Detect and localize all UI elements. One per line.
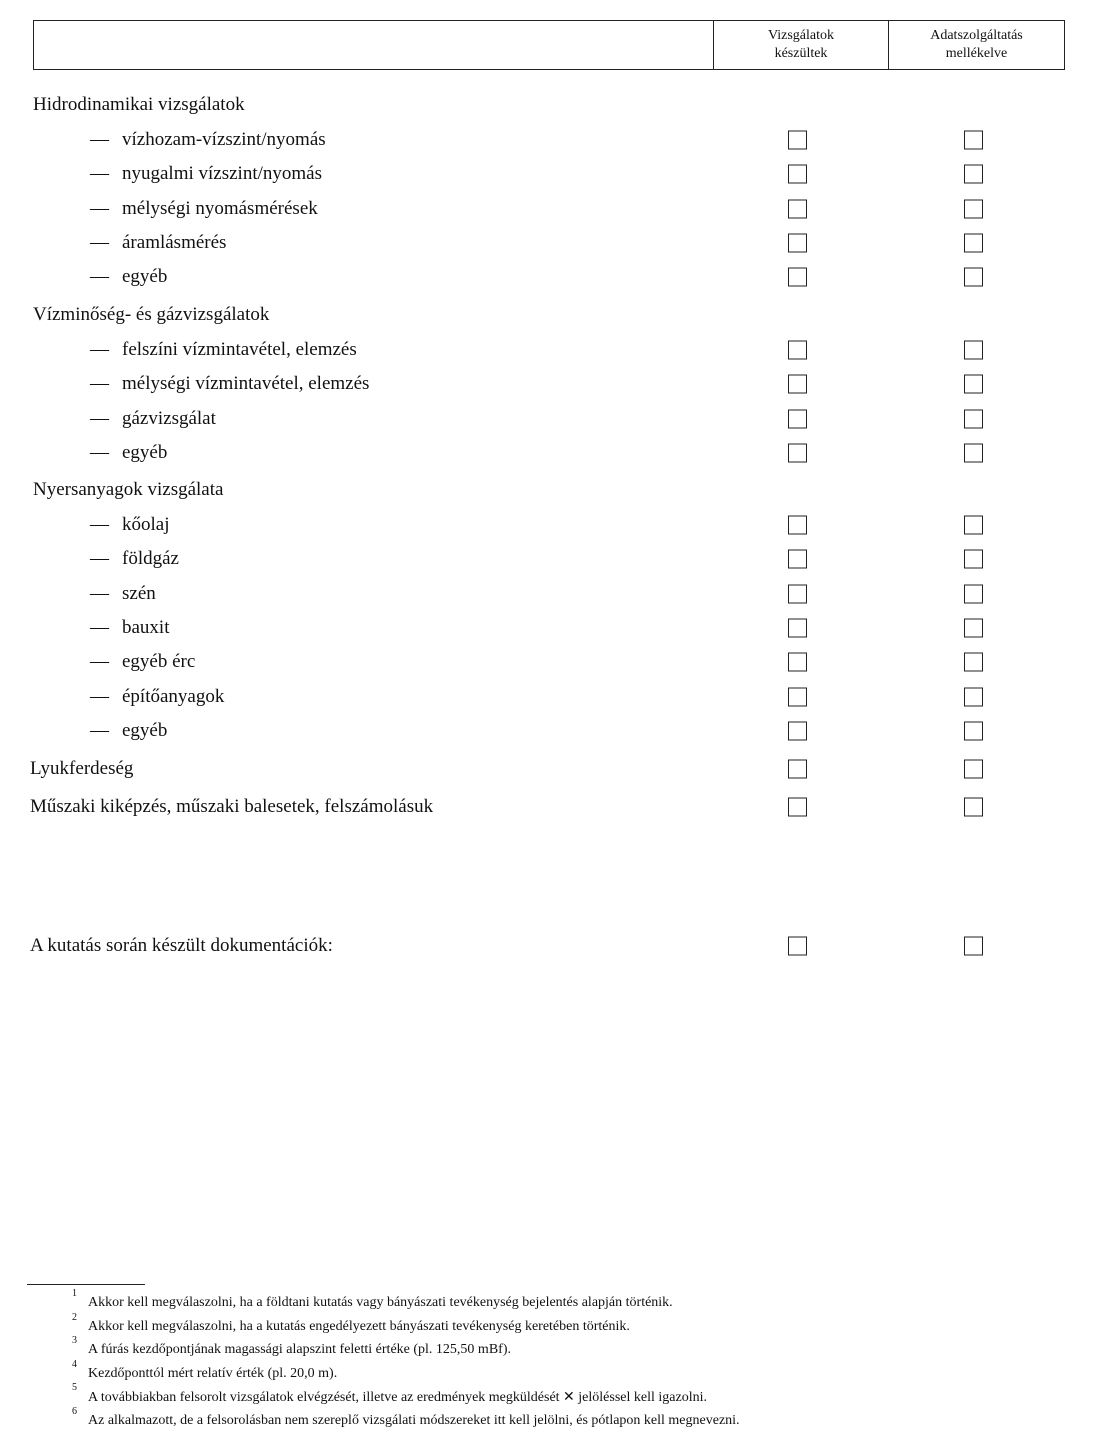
footnote-text: Kezdőponttól mért relatív érték (pl. 20,0 m). (88, 1365, 338, 1381)
item-label: vízhozam-vízszint/nyomás (122, 129, 326, 150)
section-header (0, 300, 1109, 330)
data-attached-checkbox[interactable] (964, 268, 983, 287)
tests-done-checkbox[interactable] (788, 409, 807, 428)
footnote-number: 5 (72, 1382, 77, 1393)
data-attached-checkbox[interactable] (964, 798, 983, 817)
form-item-row (0, 682, 1109, 712)
tests-done-checkbox[interactable] (788, 516, 807, 535)
footnote-number: 2 (72, 1311, 77, 1323)
item-dash: — (90, 339, 109, 360)
tests-done-checkbox[interactable] (788, 653, 807, 672)
form-item-row (0, 125, 1109, 155)
item-dash: — (90, 163, 109, 185)
item-dash: — (90, 129, 109, 150)
data-attached-checkbox[interactable] (964, 443, 983, 462)
item-dash: — (90, 616, 109, 638)
tests-done-checkbox[interactable] (788, 341, 807, 360)
tests-done-checkbox[interactable] (788, 268, 807, 287)
documentation-label: A kutatás során készült dokumentációk: (30, 935, 333, 956)
form-item-row (0, 335, 1109, 365)
form-item-row (0, 716, 1109, 746)
item-label: földgáz (122, 548, 179, 570)
data-attached-checkbox[interactable] (964, 653, 983, 672)
data-attached-checkbox[interactable] (964, 341, 983, 360)
footnote-number: 4 (72, 1358, 77, 1370)
item-dash: — (90, 651, 109, 673)
form-item-row (0, 579, 1109, 609)
standalone-label: Lyukferdeség (30, 758, 134, 779)
tests-done-checkbox[interactable] (788, 760, 807, 779)
data-attached-checkbox[interactable] (964, 687, 983, 706)
item-dash: — (90, 231, 109, 253)
data-attached-checkbox[interactable] (964, 131, 983, 150)
form-item-row (0, 369, 1109, 399)
item-label: egyéb érc (122, 651, 196, 673)
footnote-item (72, 1288, 1072, 1315)
tests-done-checkbox[interactable] (788, 131, 807, 150)
footnote-text: A fúrás kezdőpontjának magassági alapszint feletti értéke (pl. 125,50 mBf). (88, 1342, 511, 1357)
item-label: egyéb (122, 719, 168, 741)
data-attached-checkbox[interactable] (964, 409, 983, 428)
data-attached-checkbox[interactable] (964, 550, 983, 569)
tests-done-checkbox[interactable] (788, 375, 807, 394)
tests-done-checkbox[interactable] (788, 618, 807, 637)
item-label: nyugalmi vízszint/nyomás (122, 163, 323, 185)
documentation-row (0, 931, 1109, 961)
tests-done-checkbox[interactable] (788, 937, 807, 956)
section-title: Hidrodinamikai vizsgálatok (33, 94, 245, 115)
data-attached-checkbox[interactable] (964, 375, 983, 394)
tests-done-checkbox[interactable] (788, 233, 807, 252)
item-label: kőolaj (122, 514, 170, 535)
item-dash: — (90, 548, 109, 570)
item-dash: — (90, 719, 109, 741)
footnote-number: 6 (72, 1405, 77, 1417)
tests-done-checkbox[interactable] (788, 443, 807, 462)
footnote-number: 3 (72, 1335, 77, 1346)
data-attached-checkbox[interactable] (964, 165, 983, 184)
header-data-attached: Adatszolgáltatás mellékelve (930, 28, 1023, 61)
item-dash: — (90, 407, 109, 429)
form-item-row (0, 510, 1109, 540)
item-dash: — (90, 266, 109, 288)
data-attached-checkbox[interactable] (964, 721, 983, 740)
form-item-row (0, 228, 1109, 258)
form-item-row (0, 647, 1109, 677)
item-dash: — (90, 197, 109, 219)
item-label: mélységi vízmintavétel, elemzés (122, 373, 370, 395)
section-title: Nyersanyagok vizsgálata (33, 479, 224, 500)
item-label: gázvizsgálat (122, 407, 216, 429)
footnote-number: 1 (72, 1288, 77, 1299)
footnote-divider (27, 1284, 145, 1285)
item-dash: — (90, 373, 109, 395)
item-dash: — (90, 514, 109, 535)
footnote-item (72, 1358, 1072, 1386)
standalone-row (0, 754, 1109, 784)
tests-done-checkbox[interactable] (788, 798, 807, 817)
item-label: felszíni vízmintavétel, elemzés (122, 339, 357, 360)
footnote-text: Akkor kell megválaszolni, ha a földtani kutatás vagy bányászati tevékenység bejelentés alapján történik. (88, 1295, 673, 1310)
data-attached-checkbox[interactable] (964, 937, 983, 956)
item-dash: — (90, 441, 109, 463)
form-item-row (0, 613, 1109, 643)
form-item-row (0, 262, 1109, 292)
section-header (0, 90, 1109, 120)
header-tests-done: Vizsgálatok készültek (714, 21, 889, 69)
tests-done-checkbox[interactable] (788, 721, 807, 740)
form-item-row (0, 544, 1109, 574)
form-item-row (0, 159, 1109, 189)
data-attached-checkbox[interactable] (964, 618, 983, 637)
item-dash: — (90, 582, 109, 604)
tests-done-checkbox[interactable] (788, 199, 807, 218)
tests-done-checkbox[interactable] (788, 687, 807, 706)
data-attached-checkbox[interactable] (964, 760, 983, 779)
data-attached-checkbox[interactable] (964, 199, 983, 218)
form-item-row (0, 194, 1109, 224)
footnote-item (72, 1405, 1072, 1433)
section-title: Vízminőség- és gázvizsgálatok (33, 304, 270, 325)
tests-done-checkbox[interactable] (788, 550, 807, 569)
item-label: bauxit (122, 616, 170, 638)
form-item-row (0, 404, 1109, 434)
standalone-label: Műszaki kiképzés, műszaki balesetek, felszámolásuk (30, 796, 434, 817)
footnote-text: A továbbiakban felsorolt vizsgálatok elvégzését, illetve az eredmények megküldését ✕ jelöléssel kell igazolni. (88, 1390, 707, 1405)
footnote-item (72, 1382, 1072, 1409)
tests-done-checkbox[interactable] (788, 584, 807, 603)
item-label: egyéb (122, 266, 168, 288)
header-table (33, 20, 1065, 70)
item-label: mélységi nyomásmérések (122, 197, 318, 219)
tests-done-checkbox[interactable] (788, 165, 807, 184)
data-attached-checkbox[interactable] (964, 233, 983, 252)
item-dash: — (90, 685, 109, 707)
footnote-text: Akkor kell megválaszolni, ha a kutatás engedélyezett bányászati tevékenység keretében történik. (88, 1318, 630, 1334)
section-header (0, 475, 1109, 505)
item-label: áramlásmérés (122, 231, 227, 253)
footnote-text: Az alkalmazott, de a felsorolásban nem szereplő vizsgálati módszereket itt kell jelölni, és pótlapon kell megnevezni. (88, 1412, 740, 1428)
header-blank-cell (34, 21, 714, 69)
form-item-row (0, 438, 1109, 468)
data-attached-checkbox[interactable] (964, 584, 983, 603)
item-label: egyéb (122, 441, 168, 463)
footnote-item (72, 1335, 1072, 1362)
data-attached-checkbox[interactable] (964, 516, 983, 535)
item-label: szén (122, 582, 156, 604)
footnote-item (72, 1311, 1072, 1339)
standalone-row (0, 792, 1109, 822)
item-label: építőanyagok (122, 685, 225, 707)
